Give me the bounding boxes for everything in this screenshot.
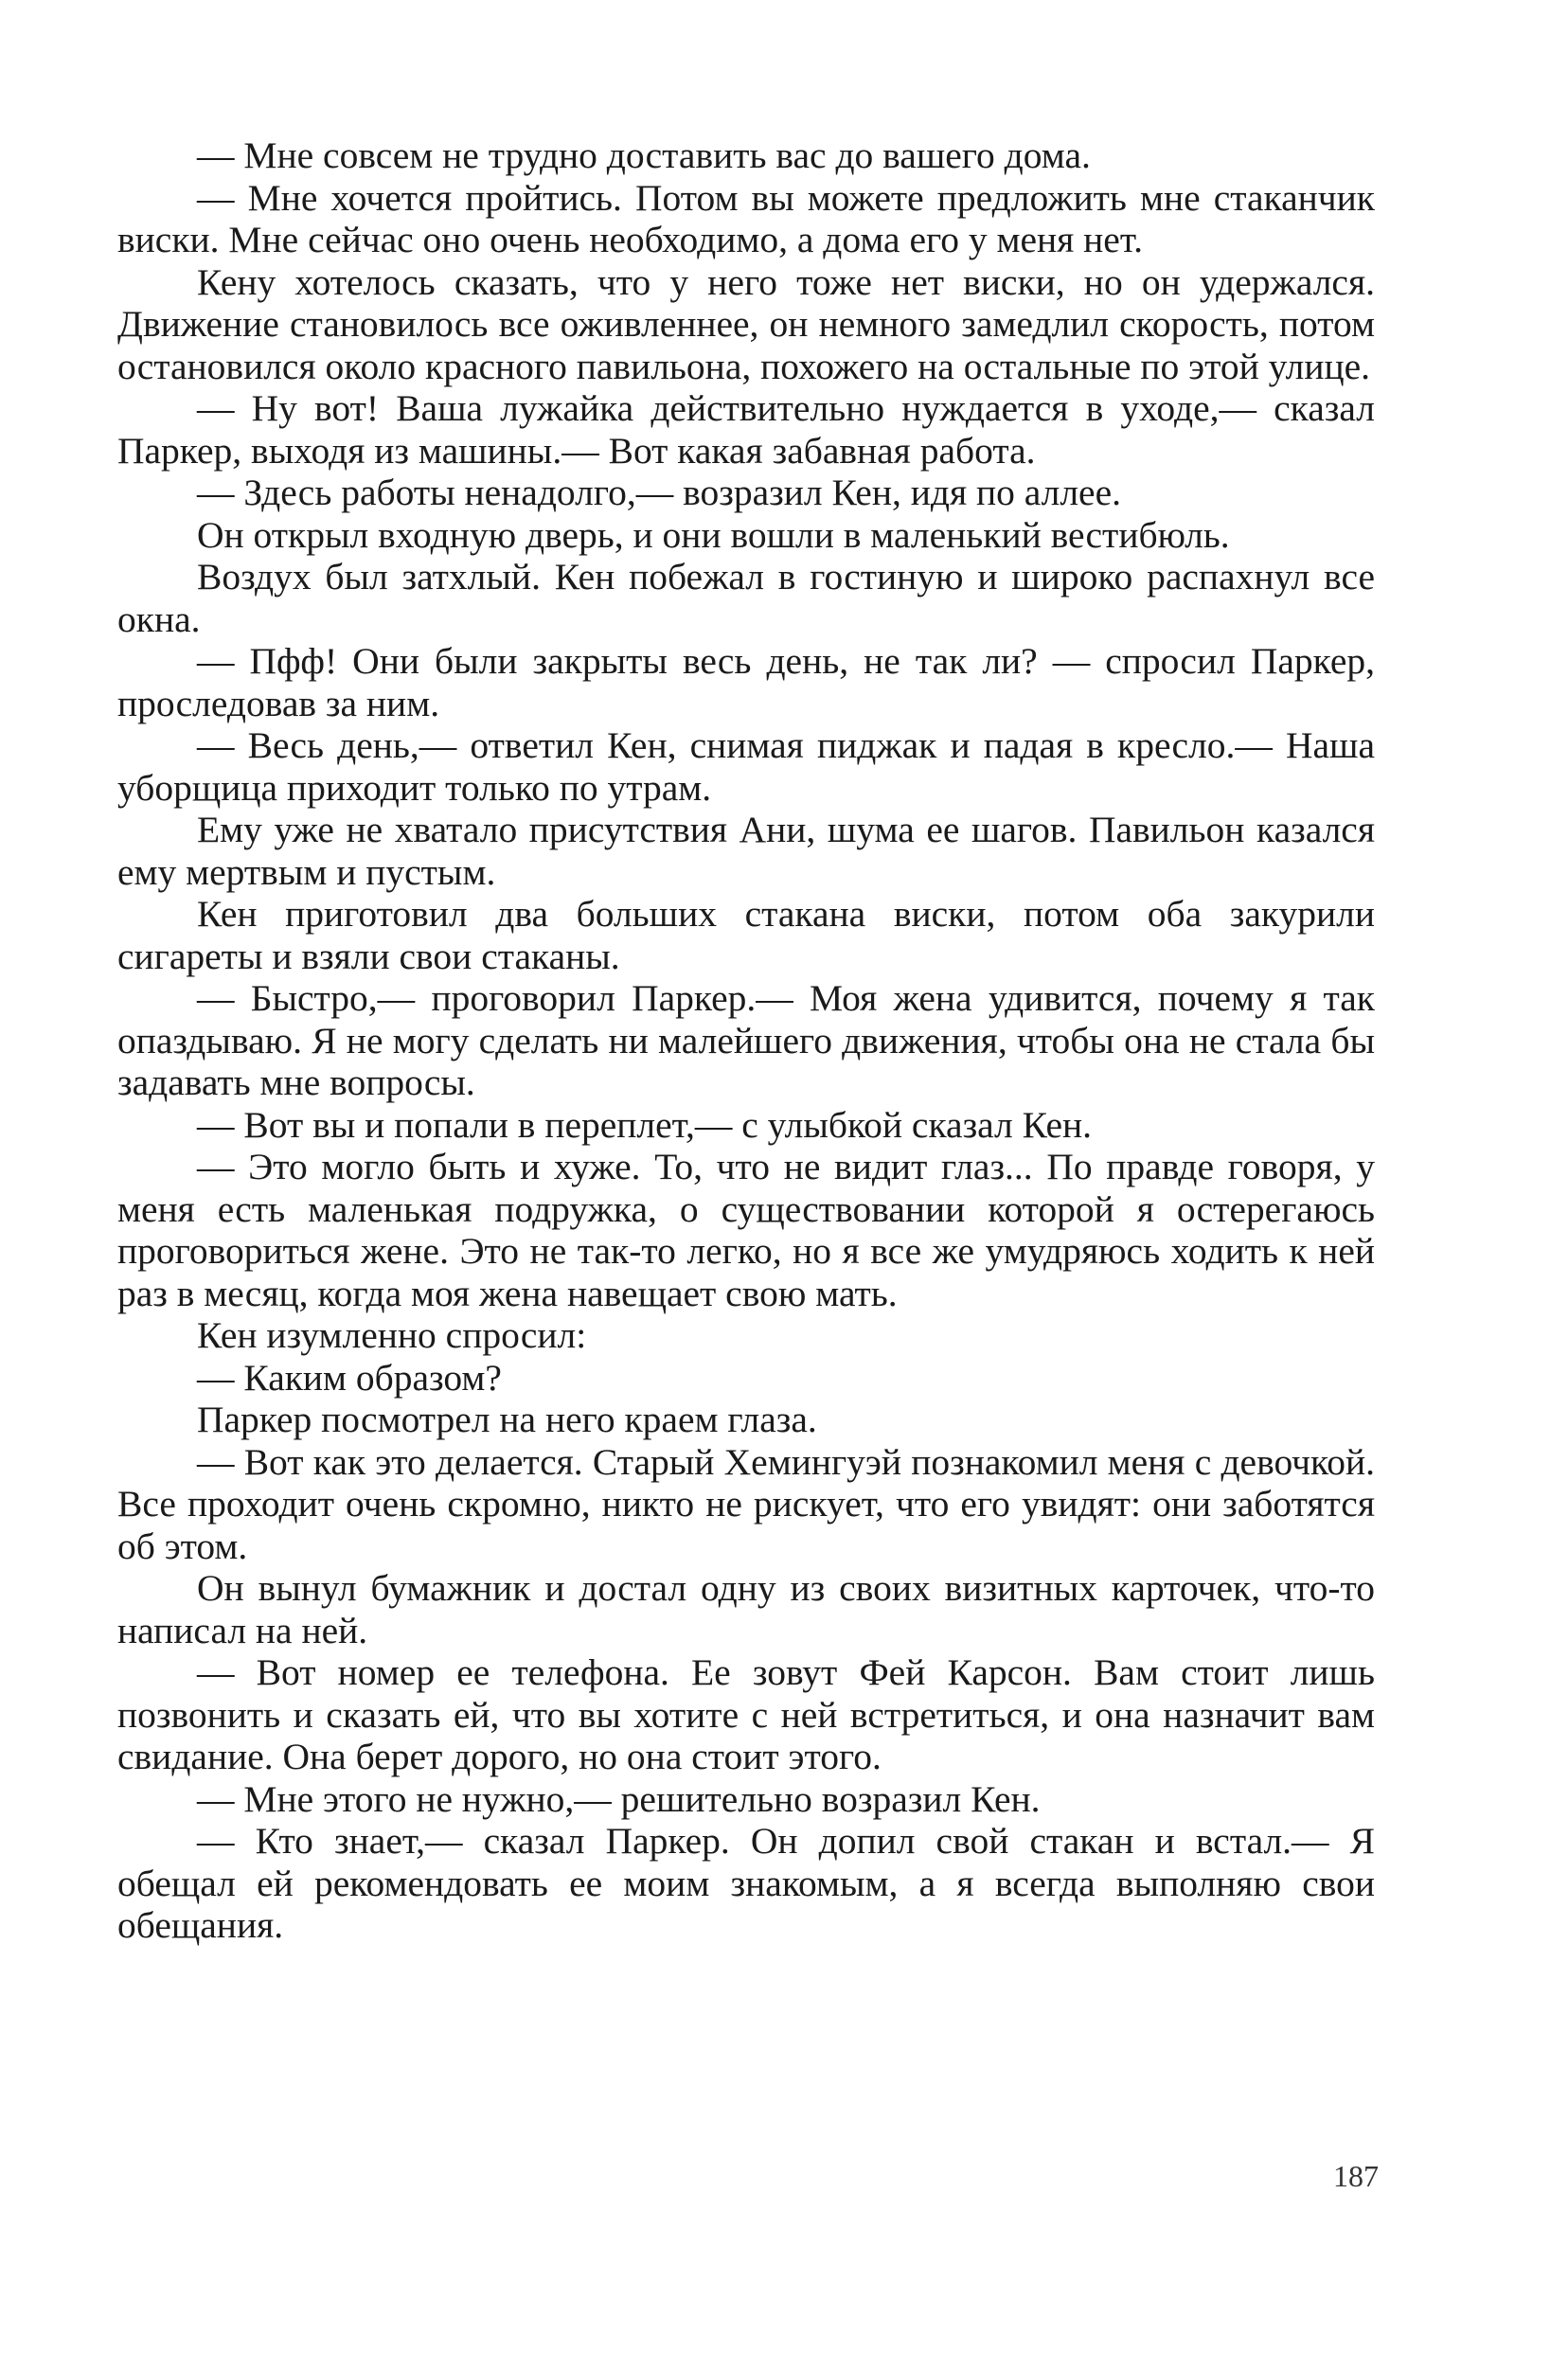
page-number: 187	[1333, 2159, 1379, 2193]
paragraph: — Вот номер ее телефона. Ее зовут Фей Карсон. Вам стоит лишь позвонить и сказать ей, что вы хотите с ней встретиться, и она назначит вам свидание. Она берет дорого, но она стоит этого.	[117, 1651, 1375, 1777]
paragraph: — Мне этого не нужно,— решительно возразил Кен.	[197, 1777, 1041, 1820]
paragraph: — Кто знает,— сказал Паркер. Он допил свой стакан и встал.— Я обещал ей рекомендовать ее моим знакомым, а я всегда выполняю свои обещания.	[117, 1820, 1375, 1946]
body-text	[117, 134, 1375, 1947]
paragraph: Кену хотелось сказать, что у него тоже нет виски, но он удержался. Движение становилось все оживленнее, он немного замедлил скорость, потом остановился около красного павильона, похожего на остальные по этой улице.	[117, 260, 1375, 387]
paragraph: — Вот как это делается. Старый Хемингуэй познакомил меня с девочкой. Все проходит очень скромно, никто не рискует, что его увидят: они заботятся об этом.	[117, 1440, 1375, 1567]
paragraph: Кен приготовил два больших стакана виски, потом оба закурили сигареты и взяли свои стаканы.	[117, 893, 1375, 977]
paragraph: — Быстро,— проговорил Паркер.— Моя жена удивится, почему я так опаздываю. Я не могу сделать ни малейшего движения, чтобы она не стала бы задавать мне вопросы.	[117, 977, 1375, 1103]
paragraph: Паркер посмотрел на него краем глаза.	[197, 1399, 817, 1440]
paragraph: — Здесь работы ненадолго,— возразил Кен, идя по аллее.	[197, 472, 1121, 513]
paragraph: Кен изумленно спросил:	[197, 1314, 587, 1356]
paragraph: — Мне хочется пройтись. Потом вы можете предложить мне стаканчик виски. Мне сейчас оно очень необходимо, а дома его у меня нет.	[117, 176, 1375, 260]
paragraph: — Мне совсем не трудно доставить вас до вашего дома.	[197, 134, 1091, 176]
paragraph: — Вот вы и попали в переплет,— с улыбкой сказал Кен.	[197, 1103, 1093, 1146]
paragraph: — Это могло быть и хуже. То, что не видит глаз... По правде говоря, у меня есть маленькая подружка, о существовании которой я остерегаюсь проговориться жене. Это не так-то легко, но я все же умудряюсь ходить к ней раз в месяц, когда моя жена навещает свою мать.	[117, 1146, 1375, 1314]
paragraph: Воздух был затхлый. Кен побежал в гостиную и широко распахнул все окна.	[117, 556, 1375, 640]
paragraph: — Ну вот! Ваша лужайка действительно нуждается в уходе,— сказал Паркер, выходя из машины.— Вот какая забавная работа.	[117, 387, 1375, 472]
paragraph: Он открыл входную дверь, и они вошли в маленький вестибюль.	[197, 513, 1230, 556]
paragraph: — Весь день,— ответил Кен, снимая пиджак и падая в кресло.— Наша уборщица приходит только по утрам.	[117, 724, 1375, 809]
paragraph: Он вынул бумажник и достал одну из своих визитных карточек, что-то написал на ней.	[117, 1567, 1375, 1651]
paragraph: — Пфф! Они были закрыты весь день, не так ли? — спросил Паркер, проследовав за ним.	[117, 640, 1375, 724]
paragraph: — Каким образом?	[197, 1356, 502, 1399]
paragraph: Ему уже не хватало присутствия Ани, шума ее шагов. Павильон казался ему мертвым и пустым.	[117, 809, 1375, 893]
